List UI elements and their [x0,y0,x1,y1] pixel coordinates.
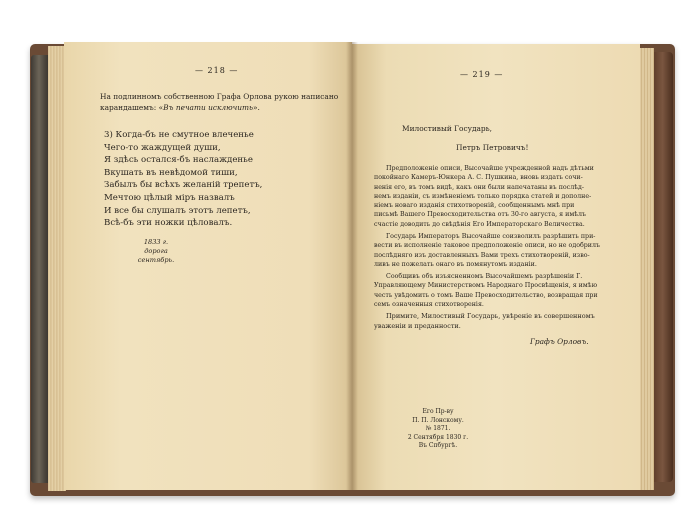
date-line: сентябрь. [137,256,175,264]
page-number-right: — 219 — [460,70,504,79]
poem-line: Всѣ-бъ эти ножки цѣловалъ. [104,218,233,229]
poem-line: Вкушать въ невѣдомой тиши, [104,167,238,178]
poem-date [136,238,176,265]
page-number-left: — 218 — [195,66,239,75]
addressee: Петръ Петровичъ! [456,143,529,152]
poem-line: Забылъ бы всѣхъ желаній трепетъ, [104,180,263,191]
date-line: 1833 г. [143,238,169,246]
letter-line: покойнаго Камеръ-Юнкера А. С. Пушкина, вновь издать сочи- [374,174,583,182]
letter-line: Государь Императоръ Высочайше соизволилъ разрѣшить при- [386,233,596,240]
letter-line: Примите, Милостивый Государь, увѣреніе въ совершенномъ [386,312,595,320]
letter-line: уваженіи и преданности. [374,321,461,330]
right-page [352,44,640,490]
note-line-1: На подлинномъ собственною Графа Орлова рукою написано [100,92,339,101]
footer-line: П. П. Лонскому. [412,416,464,424]
date-line: дорога [144,247,168,255]
letter-paragraph-3 [374,272,598,309]
poem-line: И все бы слушалъ этотъ лепетъ, [104,205,251,216]
poem-line: Мечтою цѣлый міръ назвалъ [104,192,235,203]
poem-line: Чего-то жаждущей души, [104,142,221,153]
letter-closing [374,312,595,331]
footer-line: Его Пр-ву [422,408,454,415]
letter-line: ненія его, въ томъ видѣ, какъ они были напечатаны въ послѣд- [374,183,585,191]
note-line-2 [100,102,260,113]
poem-line: Я здѣсь остался-бъ наслажденье [104,155,253,166]
letter-paragraph-1 [374,164,594,229]
page-stack-right [638,48,654,490]
letter-line: немъ изданіи, съ измѣненіемъ только порядка статей и дополне- [374,192,592,200]
letter-line: Сообщивъ объ изъясненномъ Высочайшемъ разрѣшеніи Г. [386,273,583,280]
left-page [64,42,352,490]
cover-edge-right [652,52,673,482]
note-italic: Въ печати исключить [163,103,253,112]
letter-line: послѣдняго изъ доставленныхъ Вами трехъ стихотвореній, изво- [374,251,590,259]
footer-line: Въ Спбургѣ. [418,442,458,450]
poem-line: 3) Когда-бъ не смутное влеченье [104,130,254,140]
letter-line: Предположеніе описи, Высочайше учрежденной надъ дѣтьми [386,165,594,172]
salutation: Милостивый Государь, [402,124,493,133]
letter-paragraph-2 [374,232,600,269]
letter-line: ливъ не пожелать онаго въ помянутомъ изданіи. [374,260,537,268]
letter-line: письмѣ Вашего Превосходительства отъ 30-го августа, я имѣлъ [374,211,587,219]
poem-stanza [104,129,262,230]
letter-line: Управляющему Министерствомъ Народнаго Просвѣщенія, я имѣю [374,282,598,290]
letter-line: семъ означенныя стихотворенія. [374,300,484,308]
letter-line: ніемъ новаго изданія стихотвореній, сообщеннымъ мнѣ при [374,202,575,210]
letter-line: счастіе доводить до свѣдѣнія Его Императорскаго Величества. [374,220,585,228]
footer-line: 2 Сентября 1830 г. [407,433,469,441]
book-gutter [346,42,358,490]
note-prefix: карандашемъ: « [100,103,164,112]
letter-line: честь увѣдомить о томъ Ваше Превосходительство, возвращая при [374,291,598,299]
note-suffix: ». [252,103,260,112]
footer-line: № 1871. [425,425,451,433]
signature: Графъ Орловъ. [530,337,589,346]
letter-footer [374,408,502,451]
letter-line: вести въ исполненіе таковое предположеніе описи, но не одобрилъ [374,242,601,250]
